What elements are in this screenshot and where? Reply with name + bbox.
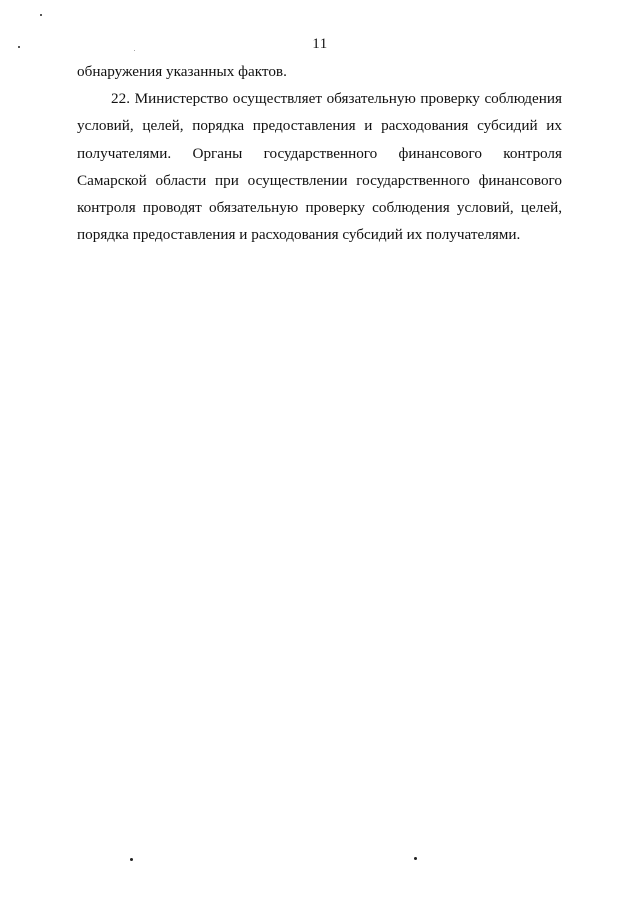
paragraph-22-last-line: порядка предоставления и расходования субсидий их получателями. xyxy=(77,226,521,244)
scan-speck xyxy=(40,14,42,16)
paragraph-22-line: условий, целей, порядка предоставления и расходования субсидий их xyxy=(77,117,562,135)
text-line: обнаружения указанных фактов. xyxy=(77,63,287,80)
paragraph-22-line: контроля проводят обязательную проверку соблюдения условий, целей, xyxy=(77,198,562,216)
scan-speck xyxy=(130,858,133,861)
page-number: 11 xyxy=(312,36,328,52)
paragraph-22-line: Самарской области при осуществлении государственного финансового xyxy=(77,171,562,189)
paragraph-22-line: получателями. Органы государственного финансового контроля xyxy=(77,144,562,162)
scan-speck xyxy=(414,857,417,860)
document-body xyxy=(77,58,562,248)
paragraph-22-line: 22. Министерство осуществляет обязательную проверку соблюдения xyxy=(111,90,562,108)
